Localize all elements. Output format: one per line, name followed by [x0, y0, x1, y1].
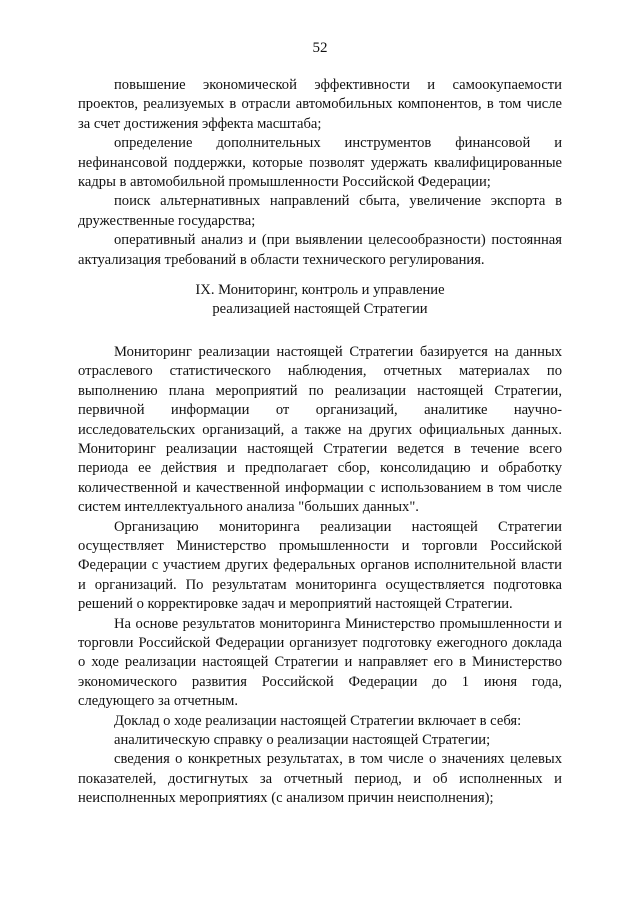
paragraph: поиск альтернативных направлений сбыта, увеличение экспорта в дружественные государства; [78, 193, 562, 229]
paragraph: аналитическую справку о реализации настоящей Стратегии; [114, 732, 491, 748]
paragraph: определение дополнительных инструментов финансовой и нефинансовой поддержки, которые позволят удержать квалифицированные кадры в автомобильной промышленности Российской Федерации; [78, 135, 562, 191]
paragraph: Доклад о ходе реализации настоящей Стратегии включает в себя: [114, 712, 522, 729]
paragraph: оперативный анализ и (при выявлении целесообразности) постоянная актуализация требований в области технического регулирования. [78, 232, 562, 268]
paragraph: Организацию мониторинга реализации настоящей Стратегии осуществляет Министерство промышленности и торговли Российской Федерации с участием других федеральных органов исполнительной власти и организаций. По результатам мониторинга осуществляется подготовка решений о корректировке задач и мероприятий настоящей Стратегии. [78, 518, 562, 613]
paragraph: Мониторинг реализации настоящей Стратегии базируется на данных отраслевого статистического наблюдения, отчетных материалах по выполнению плана мероприятий по реализации настоящей Стратегии, первичной информации от организаций, аналитике научно-исследовательских организаций, а также на других официальных данных. Мониторинг реализации настоящей Стратегии ведется в течение всего периода ее действия и предполагает сбор, консолидацию и обработку количественной и качественной информации с использованием в том числе систем интеллектуального анализа "больших данных". [78, 343, 562, 516]
section-heading [78, 281, 562, 320]
section-heading-line: IX. Мониторинг, контроль и управление [195, 282, 445, 299]
page-number: 52 [312, 40, 328, 56]
paragraph: сведения о конкретных результатах, в том числе о значениях целевых показателей, достигнутых за отчетный период, и об исполненных и неисполненных мероприятиях (с анализом причин неисполнения); [78, 751, 562, 807]
paragraph: На основе результатов мониторинга Министерство промышленности и торговли Российской Федерации организует подготовку ежегодного доклада о ходе реализации настоящей Стратегии и направляет его в Министерство экономического развития Российской Федерации до 1 июня года, следующего за отчетным. [78, 615, 562, 710]
section-heading-line: реализацией настоящей Стратегии [212, 301, 428, 318]
paragraph: повышение экономической эффективности и самоокупаемости проектов, реализуемых в отрасли автомобильных компонентов, в том числе за счет достижения эффекта масштаба; [78, 77, 562, 132]
page-body [78, 76, 562, 809]
